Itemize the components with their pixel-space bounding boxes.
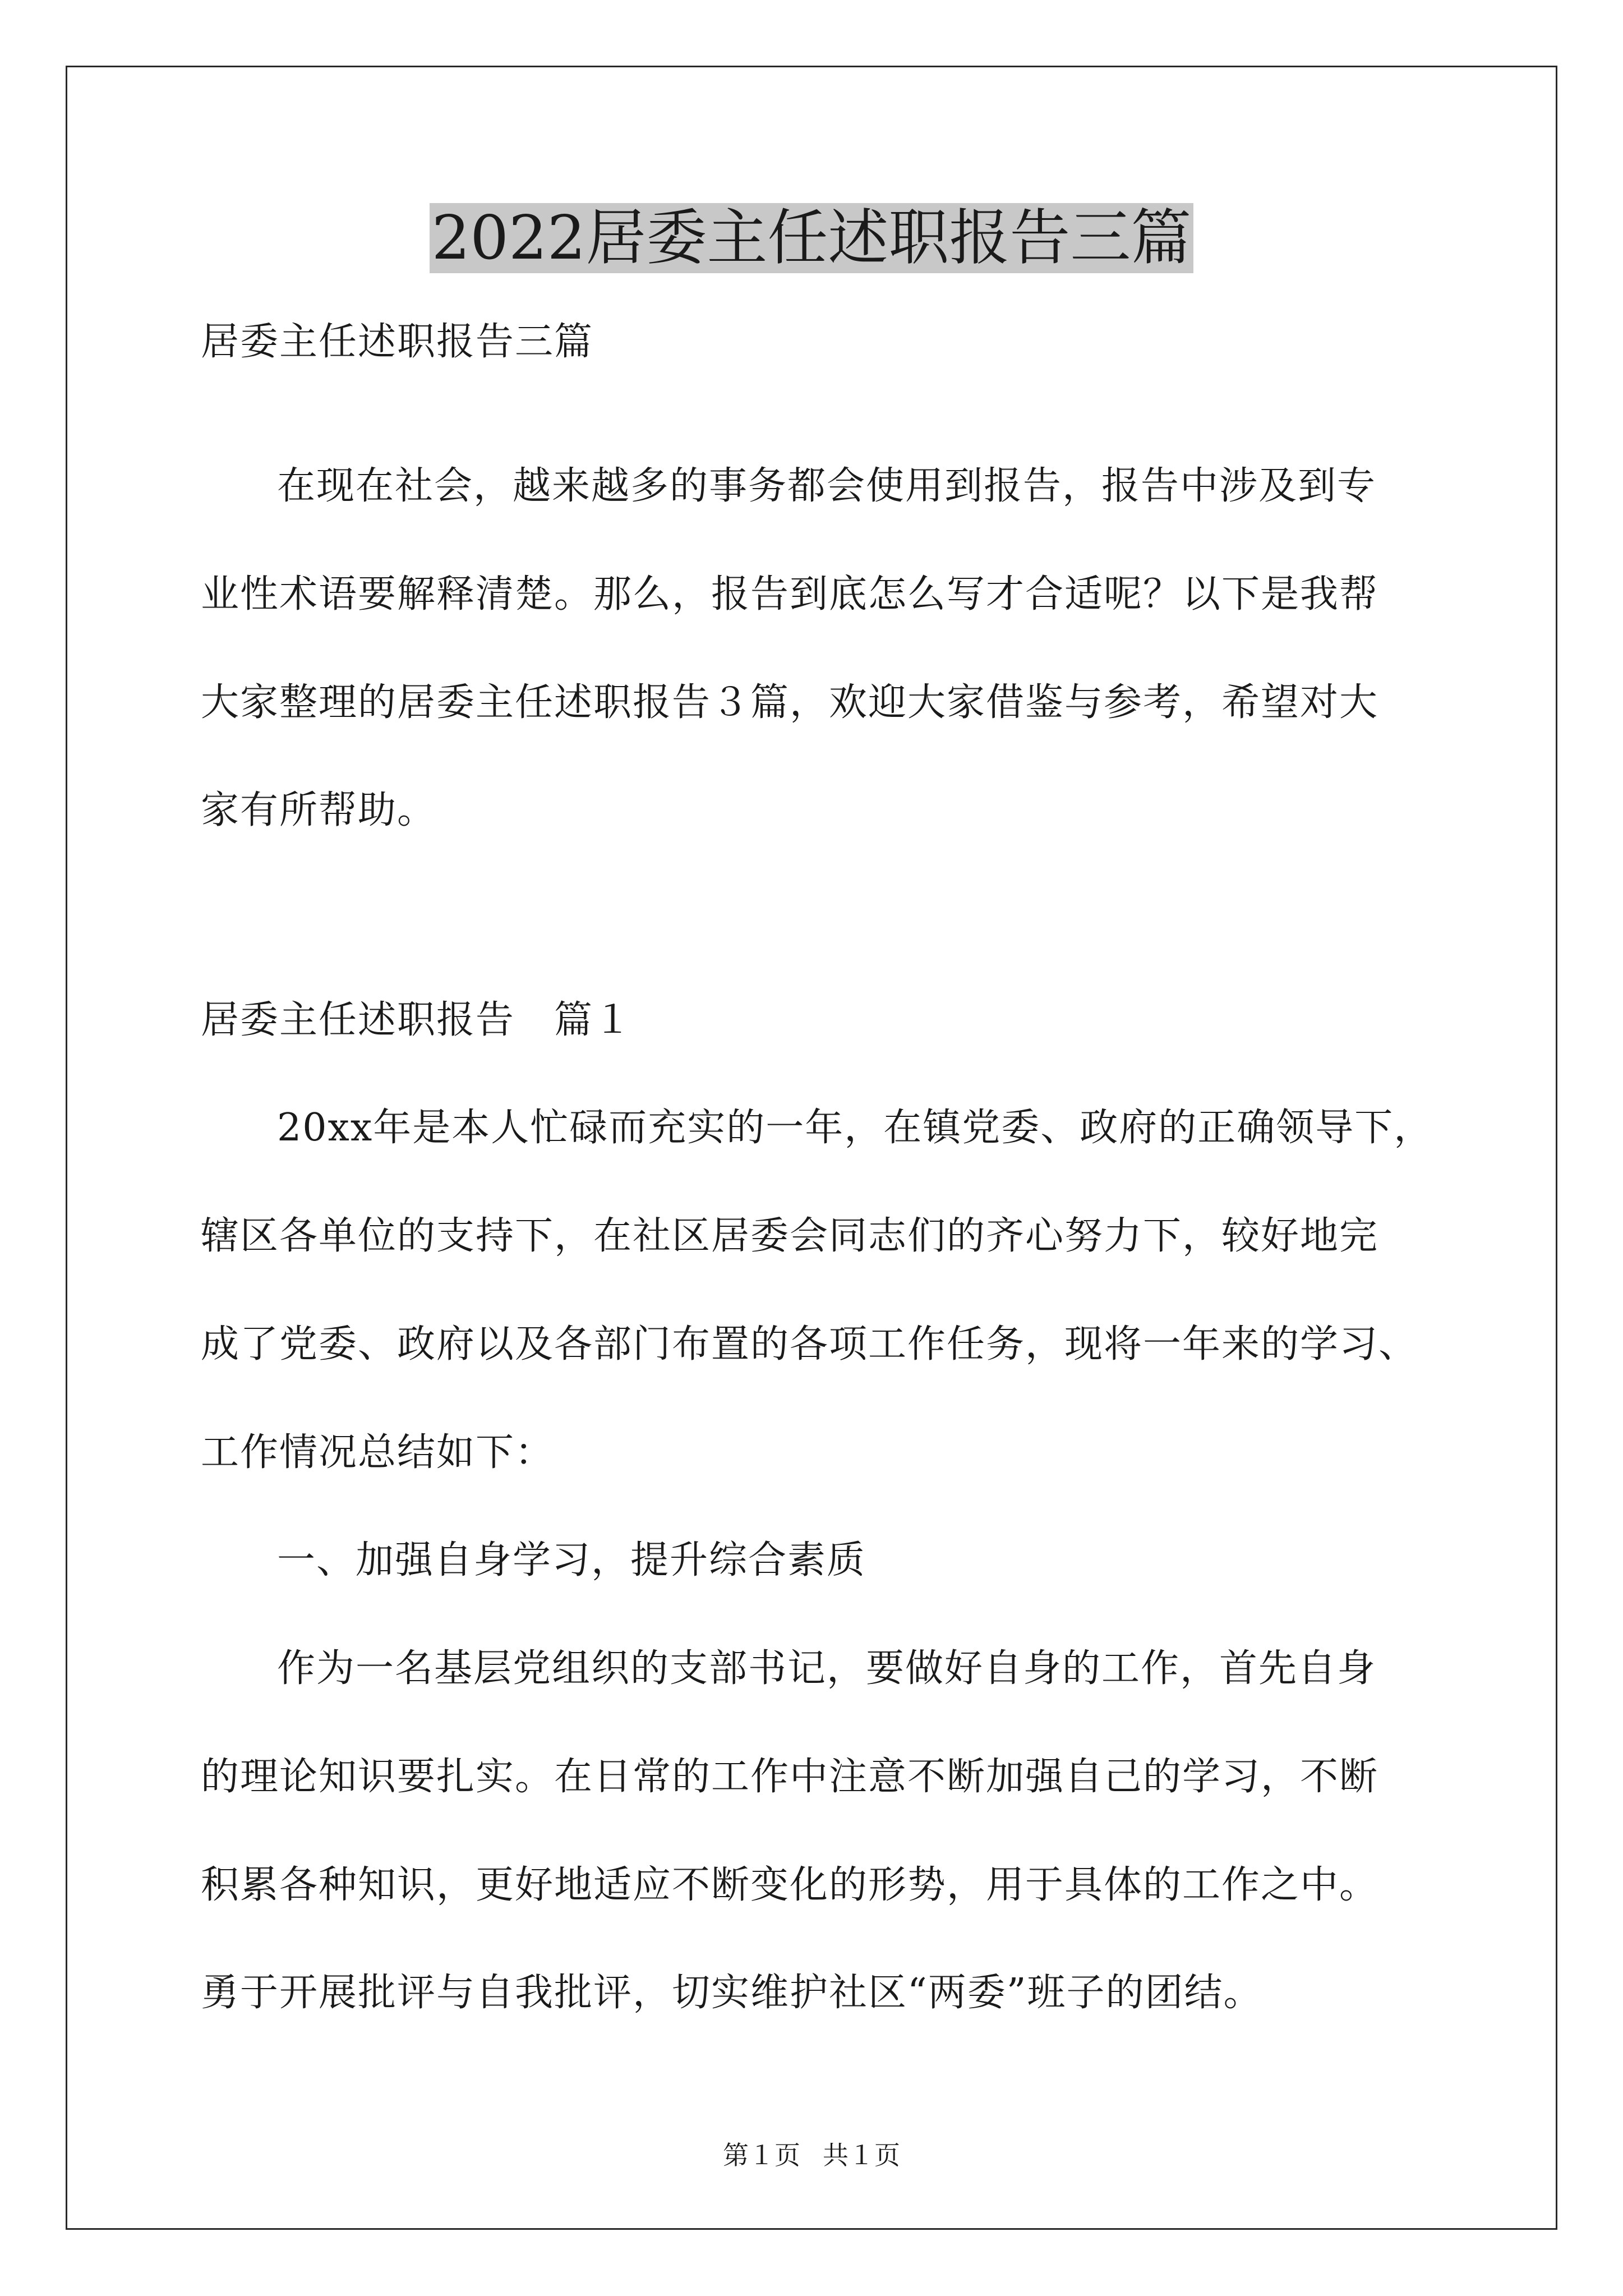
section-line-4: 工作情况总结如下： — [201, 1430, 555, 1475]
document-title: 2022居委主任述职报告三篇 — [0, 199, 1623, 278]
item-line-2: 的理论知识要扎实。在日常的工作中注意不断加强自己的学习，不断 — [201, 1755, 1379, 1799]
item-heading: 一、加强自身学习，提升综合素质 — [277, 1538, 866, 1582]
page-number: 第１页 — [723, 2140, 800, 2170]
intro-line-3: 大家整理的居委主任述职报告３篇，欢迎大家借鉴与参考，希望对大 — [201, 680, 1379, 725]
section-line-2: 辖区各单位的支持下，在社区居委会同志们的齐心努力下，较好地完 — [201, 1214, 1379, 1258]
item-line-1: 作为一名基层党组织的支部书记，要做好自身的工作，首先自身 — [277, 1646, 1377, 1691]
section-line-3: 成了党委、政府以及各部门布置的各项工作任务，现将一年来的学习、 — [201, 1322, 1418, 1366]
page-footer — [0, 2138, 1623, 2172]
intro-line-1: 在现在社会，越来越多的事务都会使用到报告，报告中涉及到专 — [277, 464, 1377, 508]
subtitle: 居委主任述职报告三篇 — [201, 320, 594, 364]
intro-line-2: 业性术语要解释清楚。那么，报告到底怎么写才合适呢？以下是我帮 — [201, 572, 1379, 616]
item-line-4: 勇于开展批评与自我批评，切实维护社区“两委”班子的团结。 — [201, 1971, 1263, 2015]
section-heading: 居委主任述职报告 篇１ — [201, 998, 633, 1042]
intro-line-4: 家有所帮助。 — [201, 788, 437, 832]
page-total: 共１页 — [823, 2140, 900, 2170]
item-line-3: 积累各种知识，更好地适应不断变化的形势，用于具体的工作之中。 — [201, 1863, 1379, 1907]
section-line-1: 20xx年是本人忙碌而充实的一年，在镇党委、政府的正确领导下， — [277, 1106, 1433, 1150]
